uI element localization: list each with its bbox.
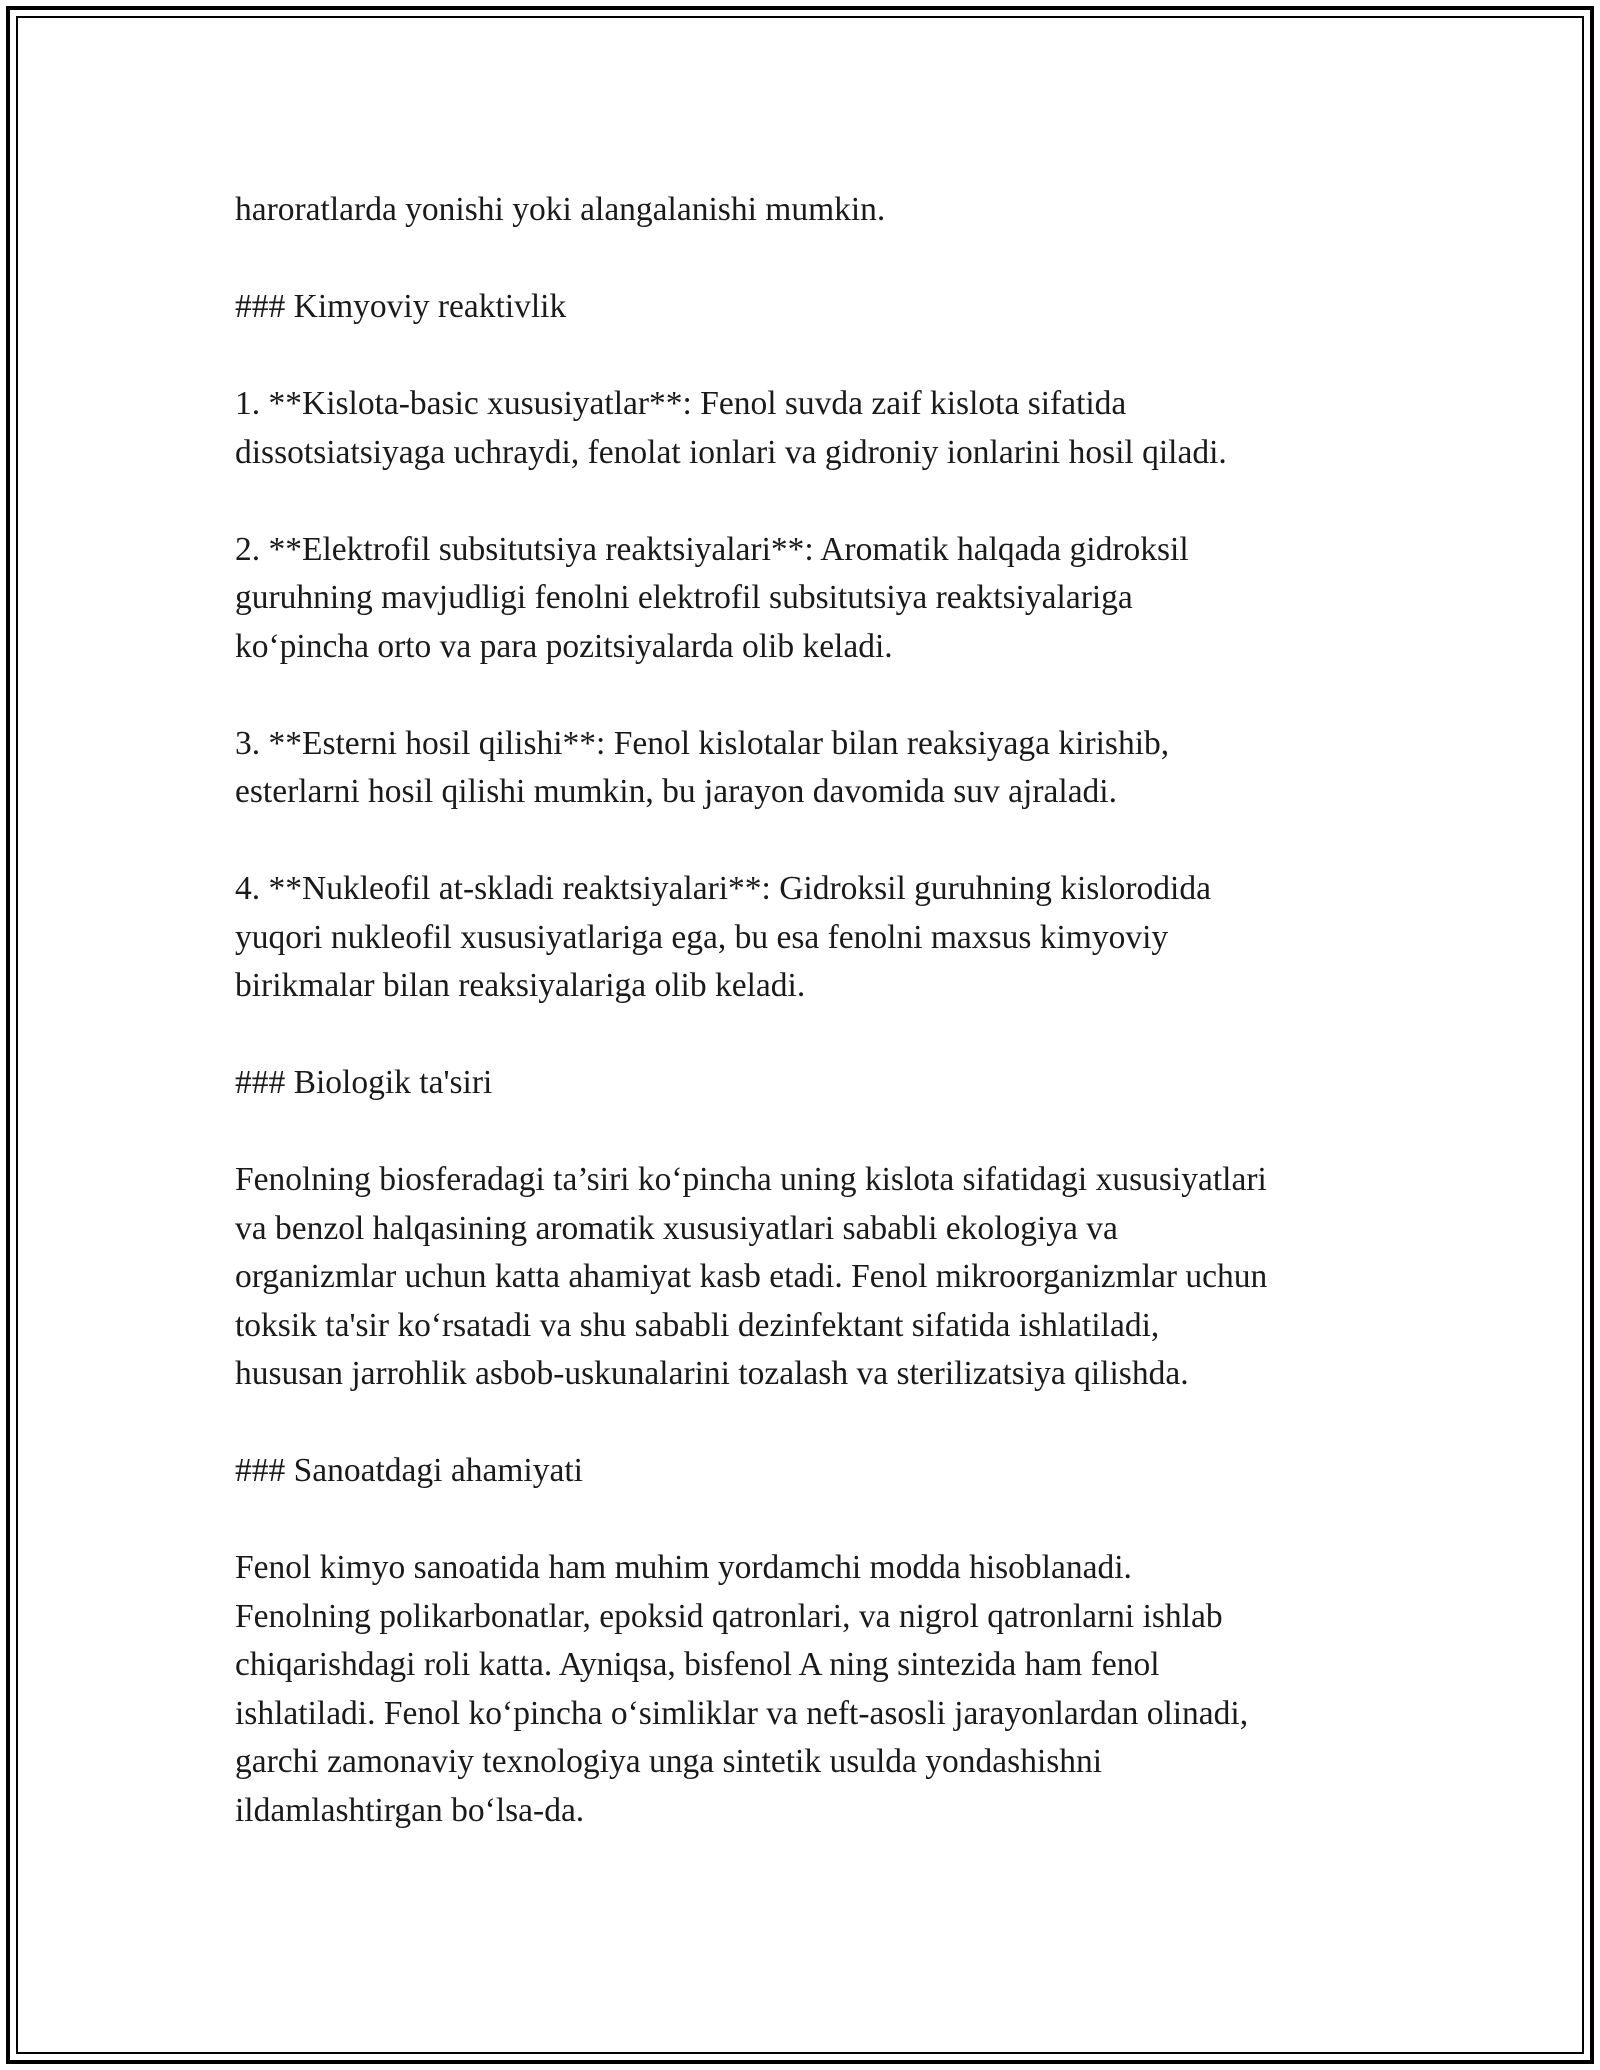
heading-biologik-tasiri — [235, 1059, 1395, 1108]
text-line: esterlarni hosil qilishi mumkin, bu jarayon davomida suv ajraladi. — [235, 773, 1117, 810]
text-line: Fenolning polikarbonatlar, epoksid qatronlari, va nigrol qatronlarni ishlab — [235, 1597, 1223, 1635]
text-line: hususan jarrohlik asbob-uskunalarini tozalash va sterilizatsiya qilishda. — [235, 1355, 1189, 1392]
list-item-3 — [235, 720, 1395, 817]
paragraph-continuation — [235, 186, 1395, 235]
text-line: garchi zamonaviy texnologiya unga sintetik usulda yondashishni — [235, 1743, 1103, 1780]
text-line: guruhning mavjudligi fenolni elektrofil subsitutsiya reaktsiyalariga — [235, 579, 1133, 616]
text-line: 1. **Kislota-basic xususiyatlar**: Fenol suvda zaif kislota sifatida — [235, 385, 1127, 422]
list-item-4 — [235, 865, 1395, 1011]
paragraph-biologik — [235, 1156, 1395, 1399]
heading-text: ### Biologik ta'siri — [235, 1064, 493, 1101]
text-line: chiqarishdagi roli katta. Ayniqsa, bisfenol A ning sintezida ham fenol — [235, 1646, 1160, 1683]
list-item-1 — [235, 380, 1395, 477]
text-line: haroratlarda yonishi yoki alangalanishi mumkin. — [235, 191, 886, 228]
text-line: organizmlar uchun katta ahamiyat kasb etadi. Fenol mikroorganizmlar uchun — [235, 1258, 1268, 1295]
text-line: Fenol kimyo sanoatida ham muhim yordamchi modda hisoblanadi. — [235, 1549, 1132, 1586]
text-line: dissotsiatsiyaga uchraydi, fenolat ionlari va gidroniy ionlarini hosil qiladi. — [235, 433, 1227, 471]
text-line: ko‘pincha orto va para pozitsiyalarda olib keladi. — [235, 627, 893, 665]
text-line: toksik ta'sir ko‘rsatadi va shu sababli dezinfektant sifatida ishlatiladi, — [235, 1306, 1160, 1344]
text-line: ishlatiladi. Fenol ko‘pincha o‘simliklar va neft-asosli jarayonlardan olinadi, — [235, 1694, 1249, 1732]
text-line: 3. **Esterni hosil qilishi**: Fenol kislotalar bilan reaksiyaga kirishib, — [235, 724, 1170, 762]
text-line: birikmalar bilan reaksiyalariga olib keladi. — [235, 967, 806, 1004]
text-line: ildamlashtirgan bo‘lsa-da. — [235, 1791, 585, 1829]
text-line: 4. **Nukleofil at-skladi reaktsiyalari**: Gidroksil guruhning kislorodida — [235, 870, 1211, 907]
text-line: yuqori nukleofil xususiyatlariga ega, bu esa fenolni maxsus kimyoviy — [235, 918, 1169, 956]
text-line: Fenolning biosferadagi ta’siri ko‘pincha uning kislota sifatidagi xususiyatlari — [235, 1161, 1267, 1198]
heading-sanoatdagi-ahamiyati — [235, 1447, 1395, 1496]
text-line: 2. **Elektrofil subsitutsiya reaktsiyalari**: Aromatik halqada gidroksil — [235, 530, 1189, 568]
heading-text: ### Kimyoviy reaktivlik — [235, 288, 567, 325]
list-item-2 — [235, 526, 1395, 672]
document-body — [235, 186, 1395, 1835]
text-line: va benzol halqasining aromatik xususiyatlari sababli ekologiya va — [235, 1209, 1118, 1247]
heading-kimyoviy-reaktivlik — [235, 283, 1395, 332]
paragraph-sanoat — [235, 1544, 1395, 1835]
heading-text: ### Sanoatdagi ahamiyati — [235, 1452, 583, 1489]
